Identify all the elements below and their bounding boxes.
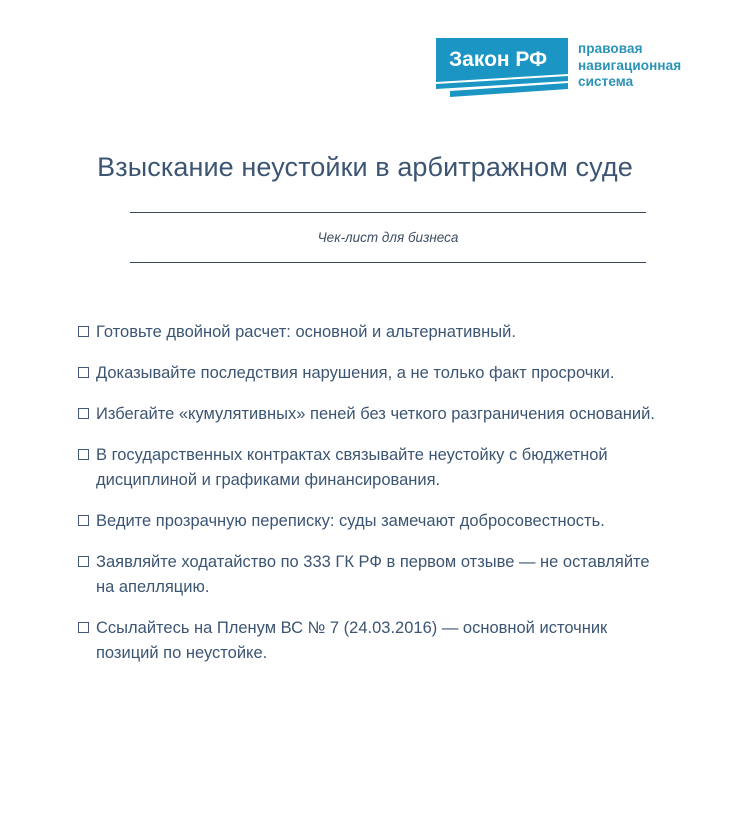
checkbox-icon[interactable] xyxy=(78,449,89,460)
list-item[interactable] xyxy=(78,550,668,600)
list-item[interactable] xyxy=(78,361,668,386)
list-item-label: В государственных контрактах связывайте неустойку с бюджетной дисциплиной и графиками финансирования. xyxy=(96,446,608,489)
list-item-label: Заявляйте ходатайство по 333 ГК РФ в первом отзыве — не оставляйте на апелляцию. xyxy=(96,553,650,596)
page-subtitle: Чек-лист для бизнеса xyxy=(317,230,459,245)
list-item[interactable] xyxy=(78,443,668,493)
checkbox-icon[interactable] xyxy=(78,515,89,526)
checkbox-icon[interactable] xyxy=(78,556,89,567)
checkbox-icon[interactable] xyxy=(78,367,89,378)
list-item-label: Ведите прозрачную переписку: суды замечают добросовестность. xyxy=(96,512,605,530)
page-title: Взыскание неустойки в арбитражном суде xyxy=(97,152,633,182)
logo-tagline-line-1: правовая xyxy=(578,41,643,56)
svg-text:Закон РФ: Закон РФ xyxy=(449,48,548,71)
checkbox-icon[interactable] xyxy=(78,622,89,633)
divider-bottom xyxy=(130,262,646,263)
list-item[interactable] xyxy=(78,402,668,427)
zakon-rf-logo-mark xyxy=(436,38,568,102)
list-item[interactable] xyxy=(78,320,668,345)
logo-tagline xyxy=(578,38,681,91)
logo-tagline-line-2: навигационная xyxy=(578,57,682,73)
list-item-label: Доказывайте последствия нарушения, а не только факт просрочки. xyxy=(96,364,615,382)
brand-logo xyxy=(436,38,716,104)
list-item-label: Избегайте «кумулятивных» пеней без четкого разграничения оснований. xyxy=(96,405,655,423)
list-item[interactable] xyxy=(78,616,668,666)
list-item[interactable] xyxy=(78,509,668,534)
logo-tagline-line-3: система xyxy=(578,74,634,89)
checkbox-icon[interactable] xyxy=(78,408,89,419)
subtitle-band xyxy=(130,212,646,263)
checkbox-icon[interactable] xyxy=(78,326,89,337)
list-item-label: Ссылайтесь на Пленум ВС № 7 (24.03.2016) — основной источник позиций по неустойке. xyxy=(96,619,608,662)
checklist xyxy=(78,320,668,666)
list-item-label: Готовьте двойной расчет: основной и альтернативный. xyxy=(96,323,516,341)
